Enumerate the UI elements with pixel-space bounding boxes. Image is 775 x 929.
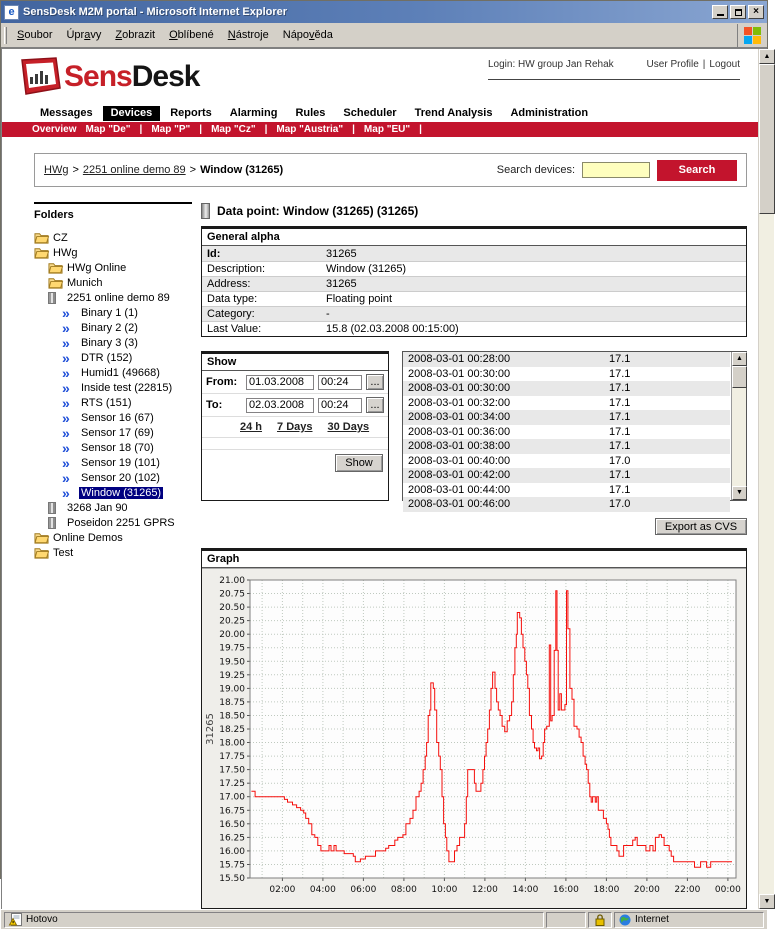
datalist-wrap — [402, 351, 747, 510]
datalist-value: 17.0 — [609, 498, 631, 510]
datalist-timestamp: 2008-03-01 00:42:00 — [408, 469, 511, 481]
svg-text:18.00: 18.00 — [219, 738, 245, 749]
lock-icon — [595, 914, 605, 926]
status-lock-panel — [588, 912, 612, 928]
tree-item-label: Inside test (22815) — [81, 381, 173, 394]
tree-item-binary-1-1-[interactable] — [34, 305, 192, 320]
datalist-row — [403, 425, 730, 440]
general-row — [202, 261, 746, 276]
datalist-value: 17.1 — [609, 396, 631, 409]
tree-item-label: Binary 3 (3) — [81, 336, 138, 349]
folder-icon — [48, 261, 65, 274]
tab-devices[interactable]: Devices — [103, 106, 161, 121]
minimize-button[interactable] — [712, 5, 728, 19]
tree-item-window-31265-[interactable] — [34, 485, 192, 500]
tree-item-online-demos[interactable] — [34, 530, 192, 545]
page-title-row — [201, 203, 747, 219]
menu-item-oblíbené[interactable]: Oblíbené — [169, 29, 214, 41]
datalist-row — [403, 483, 730, 498]
from-label: From: — [206, 376, 238, 388]
tree-item-label: Sensor 17 (69) — [81, 426, 154, 439]
general-row — [202, 306, 746, 321]
datapoint-icon: » — [62, 424, 70, 441]
folder-icon — [48, 276, 65, 289]
device-icon — [48, 502, 65, 514]
svg-text:15.50: 15.50 — [219, 874, 245, 884]
svg-text:17.00: 17.00 — [219, 792, 245, 803]
site-header — [2, 49, 758, 105]
range-24h-link[interactable]: 24 h — [240, 421, 263, 433]
datalist-value: 17.1 — [609, 440, 631, 452]
logout-link[interactable]: Logout — [709, 59, 740, 70]
to-date-input[interactable] — [246, 398, 314, 413]
general-row-value: - — [326, 308, 330, 320]
general-row — [202, 276, 746, 291]
subnav-item-1[interactable]: Map "De" — [85, 124, 131, 135]
status-zone-panel — [614, 912, 764, 928]
datalist-timestamp: 2008-03-01 00:28:00 — [408, 353, 511, 365]
datalist-value: 17.1 — [609, 483, 631, 496]
page-content — [2, 49, 758, 909]
page-status-icon — [9, 913, 22, 926]
main-column — [201, 202, 747, 909]
datalist-value: 17.1 — [609, 367, 631, 380]
menu-bar — [1, 23, 767, 48]
range-7days-link[interactable]: 7 Days — [277, 421, 313, 433]
to-label: To: — [206, 399, 223, 411]
windows-logo-icon — [737, 24, 767, 47]
window-title: SensDesk M2M portal - Microsoft Internet Explorer — [23, 6, 288, 18]
menu-item-soubor[interactable]: Soubor — [17, 29, 53, 41]
svg-text:31265: 31265 — [205, 713, 216, 745]
datalist-value: 17.1 — [609, 425, 631, 438]
tree-item-test[interactable] — [34, 545, 192, 560]
breadcrumb-separator: > — [189, 164, 197, 176]
tree-item-binary-2-2-[interactable] — [34, 320, 192, 335]
datalist-scroll-down-icon[interactable]: ▼ — [732, 486, 747, 500]
login-links-separator: | — [702, 59, 706, 70]
breadcrumb-separator: > — [72, 164, 79, 176]
datalist-timestamp: 2008-03-01 00:44:00 — [408, 483, 511, 496]
datapoint-icon: » — [62, 304, 70, 321]
tree-item-label: Sensor 19 (101) — [81, 456, 160, 469]
from-time-input[interactable] — [318, 375, 362, 390]
datapoint-icon: » — [62, 334, 70, 351]
general-row — [202, 321, 746, 336]
general-row-label: Data type: — [207, 293, 258, 305]
datalist-scrollbar[interactable] — [731, 352, 746, 500]
tab-rules[interactable]: Rules — [295, 107, 326, 119]
tree-item-poseidon-2251-gprs[interactable] — [34, 515, 192, 530]
show-button[interactable]: Show — [335, 454, 383, 472]
tree-item-hwg-online[interactable] — [34, 260, 192, 275]
tree-item-dtr-152-[interactable] — [34, 350, 192, 365]
svg-text:06:00: 06:00 — [350, 885, 377, 895]
page-title: Data point: Window (31265) (31265) — [217, 204, 419, 218]
general-row-value: 31265 — [326, 247, 357, 260]
datalist-scroll-thumb[interactable] — [732, 366, 747, 388]
tree-item-label: 3268 Jan 90 — [67, 501, 128, 514]
datalist-value: 17.1 — [609, 411, 631, 423]
status-bar — [1, 909, 767, 929]
menu-item-zobrazit[interactable]: Zobrazit — [115, 29, 156, 41]
datalist-row — [403, 410, 730, 425]
tree-item-label: Sensor 18 (70) — [81, 441, 154, 454]
menu-gripper — [4, 27, 7, 44]
breadcrumb-current: Window (31265) — [200, 164, 284, 176]
tree-item-label: 2251 online demo 89 — [67, 291, 170, 304]
scroll-down-icon[interactable]: ▼ — [759, 894, 775, 909]
subnav-item-0[interactable]: Overview — [32, 124, 77, 135]
range-30days-link[interactable]: 30 Days — [327, 421, 370, 433]
general-row — [202, 291, 746, 306]
graph-panel — [201, 548, 747, 909]
sub-nav-bar — [2, 122, 758, 137]
search-devices-label: Search devices: — [496, 164, 575, 176]
tab-trend-analysis[interactable]: Trend Analysis — [414, 107, 493, 119]
svg-text:16.50: 16.50 — [219, 819, 245, 830]
breadcrumb-link-0[interactable]: HWg — [44, 164, 69, 176]
svg-text:18:00: 18:00 — [593, 885, 620, 895]
folder-icon — [34, 546, 51, 559]
datapoint-icon: » — [62, 379, 70, 396]
tree-item-label: Binary 1 (1) — [81, 306, 138, 319]
from-date-picker-button[interactable]: ... — [366, 374, 384, 390]
content-columns — [34, 202, 747, 909]
tree-item-sensor-17-69-[interactable] — [34, 425, 192, 440]
datalist-value: 17.1 — [609, 469, 631, 481]
tree-item-binary-3-3-[interactable] — [34, 335, 192, 350]
breadcrumb — [44, 164, 283, 176]
svg-text:04:00: 04:00 — [309, 885, 336, 895]
datalist-value: 17.0 — [609, 454, 631, 467]
tree-item-label: HWg — [53, 246, 78, 259]
general-row — [202, 246, 746, 261]
tab-alarming[interactable]: Alarming — [229, 107, 278, 119]
svg-text:17.75: 17.75 — [219, 752, 245, 763]
tab-administration[interactable]: Administration — [510, 107, 589, 119]
datalist-row — [403, 454, 730, 469]
menu-item-nástroje[interactable]: Nástroje — [227, 29, 269, 41]
general-row-value: Floating point — [326, 293, 393, 305]
subnav-separator: | — [352, 124, 355, 135]
datalist-row — [403, 352, 730, 367]
tab-messages[interactable]: Messages — [40, 107, 93, 119]
folder-icon — [34, 231, 51, 244]
svg-text:21.00: 21.00 — [219, 576, 245, 586]
datalist-row — [403, 381, 730, 396]
login-user-label: Login: HW group Jan Rehak — [488, 59, 614, 70]
svg-text:16:00: 16:00 — [552, 885, 579, 895]
datalist-value: 17.1 — [609, 353, 631, 365]
svg-text:19.75: 19.75 — [219, 643, 245, 654]
general-row-value: 15.8 (02.03.2008 00:15:00) — [326, 323, 459, 335]
browser-scrollbar[interactable] — [758, 49, 774, 909]
general-panel-header: General alpha — [202, 229, 746, 246]
from-date-input[interactable] — [246, 375, 314, 390]
tree-item-label: RTS (151) — [81, 396, 132, 409]
tree-item-label: Binary 2 (2) — [81, 321, 138, 334]
svg-text:20.25: 20.25 — [219, 616, 245, 627]
subnav-separator: | — [199, 124, 203, 135]
datalist-timestamp: 2008-03-01 00:30:00 — [408, 382, 511, 394]
svg-text:00:00: 00:00 — [714, 885, 741, 895]
tree-item-label: Munich — [67, 276, 103, 289]
datalist-timestamp: 2008-03-01 00:30:00 — [408, 367, 511, 380]
svg-text:16.75: 16.75 — [219, 806, 245, 817]
folder-tree — [34, 230, 192, 560]
datalist-row — [403, 497, 730, 512]
svg-text:20.50: 20.50 — [219, 603, 245, 614]
datapoint-icon: » — [62, 439, 70, 456]
datapoint-icon: » — [62, 394, 70, 411]
svg-text:17.25: 17.25 — [219, 779, 245, 790]
svg-text:08:00: 08:00 — [390, 885, 417, 895]
tab-scheduler[interactable]: Scheduler — [343, 107, 397, 119]
svg-text:17.50: 17.50 — [219, 765, 245, 776]
svg-text:14:00: 14:00 — [512, 885, 539, 895]
ie-page-icon: e — [4, 5, 19, 20]
general-row-label: Description: — [207, 263, 266, 275]
status-text: Hotovo — [26, 914, 58, 925]
folder-icon — [34, 531, 51, 544]
close-button[interactable]: × — [748, 5, 764, 19]
tree-item-label: Test — [53, 546, 74, 559]
datalist-row — [403, 439, 730, 454]
menu-item-nápověda[interactable]: Nápověda — [282, 29, 333, 41]
user-profile-link[interactable]: User Profile — [646, 59, 699, 70]
datalist-timestamp: 2008-03-01 00:38:00 — [408, 440, 511, 452]
datalist-scroll-up-icon[interactable]: ▲ — [732, 352, 747, 366]
scroll-up-icon[interactable]: ▲ — [759, 49, 775, 64]
svg-text:18.50: 18.50 — [219, 711, 245, 722]
datalist-timestamp: 2008-03-01 00:40:00 — [408, 454, 511, 467]
svg-text:15.75: 15.75 — [219, 860, 245, 871]
svg-text:20.00: 20.00 — [219, 630, 245, 641]
tree-item-sensor-19-101-[interactable] — [34, 455, 192, 470]
svg-text:16.00: 16.00 — [219, 846, 245, 857]
breadcrumb-bar — [34, 153, 747, 187]
subnav-separator: | — [419, 124, 422, 135]
svg-text:18.25: 18.25 — [219, 725, 245, 735]
svg-text:10:00: 10:00 — [431, 885, 458, 895]
tree-item-label: DTR (152) — [81, 351, 133, 364]
restore-button[interactable] — [730, 5, 746, 19]
datalist-row — [403, 468, 730, 483]
general-row-value: 31265 — [326, 278, 357, 290]
datapoint-icon: » — [62, 454, 70, 471]
graph-panel-header: Graph — [202, 551, 746, 568]
tree-item-3268-jan-90[interactable] — [34, 500, 192, 515]
svg-text:22:00: 22:00 — [674, 885, 701, 895]
datalist-row — [403, 367, 730, 382]
general-row-label: Category: — [207, 308, 255, 320]
folders-title: Folders — [34, 209, 74, 221]
sensdesk-logo — [16, 56, 199, 98]
status-spacer-panel — [546, 912, 586, 928]
datapoint-icon: » — [62, 469, 70, 486]
tree-item-sensor-16-67-[interactable] — [34, 410, 192, 425]
datalist-timestamp: 2008-03-01 00:36:00 — [408, 425, 511, 438]
tree-item-label: Humid1 (49668) — [81, 366, 160, 379]
svg-text:02:00: 02:00 — [269, 885, 296, 895]
svg-text:16.25: 16.25 — [219, 833, 245, 844]
export-row — [201, 518, 747, 535]
status-zone-text: Internet — [635, 914, 669, 925]
general-row-label: Id: — [207, 247, 221, 260]
subnav-separator: | — [139, 124, 143, 135]
browser-viewport — [1, 48, 771, 909]
svg-text:19.00: 19.00 — [219, 684, 245, 695]
login-area — [488, 59, 740, 80]
tree-item-label: HWg Online — [67, 261, 127, 274]
svg-text:19.25: 19.25 — [219, 670, 245, 681]
svg-text:20:00: 20:00 — [633, 885, 660, 895]
sensdesk-logo-text: SensDesk — [64, 60, 200, 93]
search-button[interactable]: Search — [657, 160, 737, 181]
export-csv-button[interactable]: Export as CVS — [655, 518, 747, 535]
datalist-timestamp: 2008-03-01 00:46:00 — [408, 498, 511, 510]
subnav-separator: | — [264, 124, 268, 135]
search-zone — [497, 160, 737, 181]
device-icon — [48, 292, 65, 304]
sensdesk-logo-icon — [16, 56, 62, 98]
tree-item-sensor-18-70-[interactable] — [34, 440, 192, 455]
datalist-timestamp: 2008-03-01 00:34:00 — [408, 411, 511, 423]
datalist-row — [403, 396, 730, 411]
datapoint-icon: » — [62, 364, 70, 381]
general-row-value: Window (31265) — [326, 263, 407, 275]
tree-item-label: Online Demos — [53, 531, 123, 544]
general-panel — [201, 226, 747, 337]
show-and-data-row — [201, 351, 747, 510]
tree-item-hwg[interactable] — [34, 245, 192, 260]
tree-item-label: Sensor 20 (102) — [81, 471, 160, 484]
login-links — [647, 59, 740, 70]
breadcrumb-link-1[interactable]: 2251 online demo 89 — [82, 164, 186, 176]
svg-text:18.75: 18.75 — [219, 697, 245, 708]
tree-item-label: Poseidon 2251 GPRS — [67, 516, 175, 529]
tree-item-munich[interactable] — [34, 275, 192, 290]
datapoint-icon: » — [62, 484, 70, 501]
tree-item-inside-test-22815-[interactable] — [34, 380, 192, 395]
tree-item-label: Window (31265) — [81, 486, 162, 499]
tree-item-2251-online-demo-89[interactable] — [34, 290, 192, 305]
tree-item-label: Sensor 16 (67) — [81, 411, 154, 424]
folders-sidebar — [34, 202, 192, 560]
datapoint-page-icon — [201, 203, 210, 219]
tree-item-cz[interactable] — [34, 230, 192, 245]
datapoint-icon: » — [62, 409, 70, 426]
folder-icon — [34, 246, 51, 259]
status-main-panel — [4, 912, 544, 928]
title-bar — [1, 1, 767, 23]
datalist-value: 17.1 — [609, 382, 631, 394]
subnav-item-2[interactable]: Map "P" — [151, 124, 191, 135]
show-panel — [201, 351, 389, 501]
to-time-input[interactable] — [318, 398, 362, 413]
tree-item-label: CZ — [53, 231, 68, 244]
chart-plot-area — [202, 568, 746, 908]
subnav-item-4[interactable]: Map "Austria" — [276, 124, 344, 135]
datalist-timestamp: 2008-03-01 00:32:00 — [408, 396, 511, 409]
tree-item-humid1-49668-[interactable] — [34, 365, 192, 380]
tree-item-sensor-20-102-[interactable] — [34, 470, 192, 485]
tree-item-rts-151-[interactable] — [34, 395, 192, 410]
globe-icon — [619, 914, 631, 926]
svg-text:19.50: 19.50 — [219, 657, 245, 668]
device-icon — [48, 517, 65, 529]
general-row-label: Last Value: — [207, 323, 262, 335]
general-row-label: Address: — [207, 278, 251, 290]
line-chart — [204, 573, 744, 903]
subnav-item-5[interactable]: Map "EU" — [363, 124, 411, 135]
tab-reports[interactable]: Reports — [170, 107, 212, 119]
datapoint-icon: » — [62, 319, 70, 336]
show-panel-header: Show — [202, 354, 388, 371]
svg-text:12:00: 12:00 — [471, 885, 498, 895]
datapoint-icon: » — [62, 349, 70, 366]
scroll-thumb[interactable] — [759, 64, 775, 214]
subnav-item-3[interactable]: Map "Cz" — [211, 124, 256, 135]
to-date-picker-button[interactable]: ... — [366, 397, 384, 413]
search-devices-input[interactable] — [582, 162, 650, 178]
menu-item-úpravy[interactable]: Úpravy — [66, 29, 102, 41]
main-nav-tabs — [2, 105, 758, 122]
data-values-list — [402, 351, 747, 510]
svg-text:20.75: 20.75 — [219, 589, 245, 600]
